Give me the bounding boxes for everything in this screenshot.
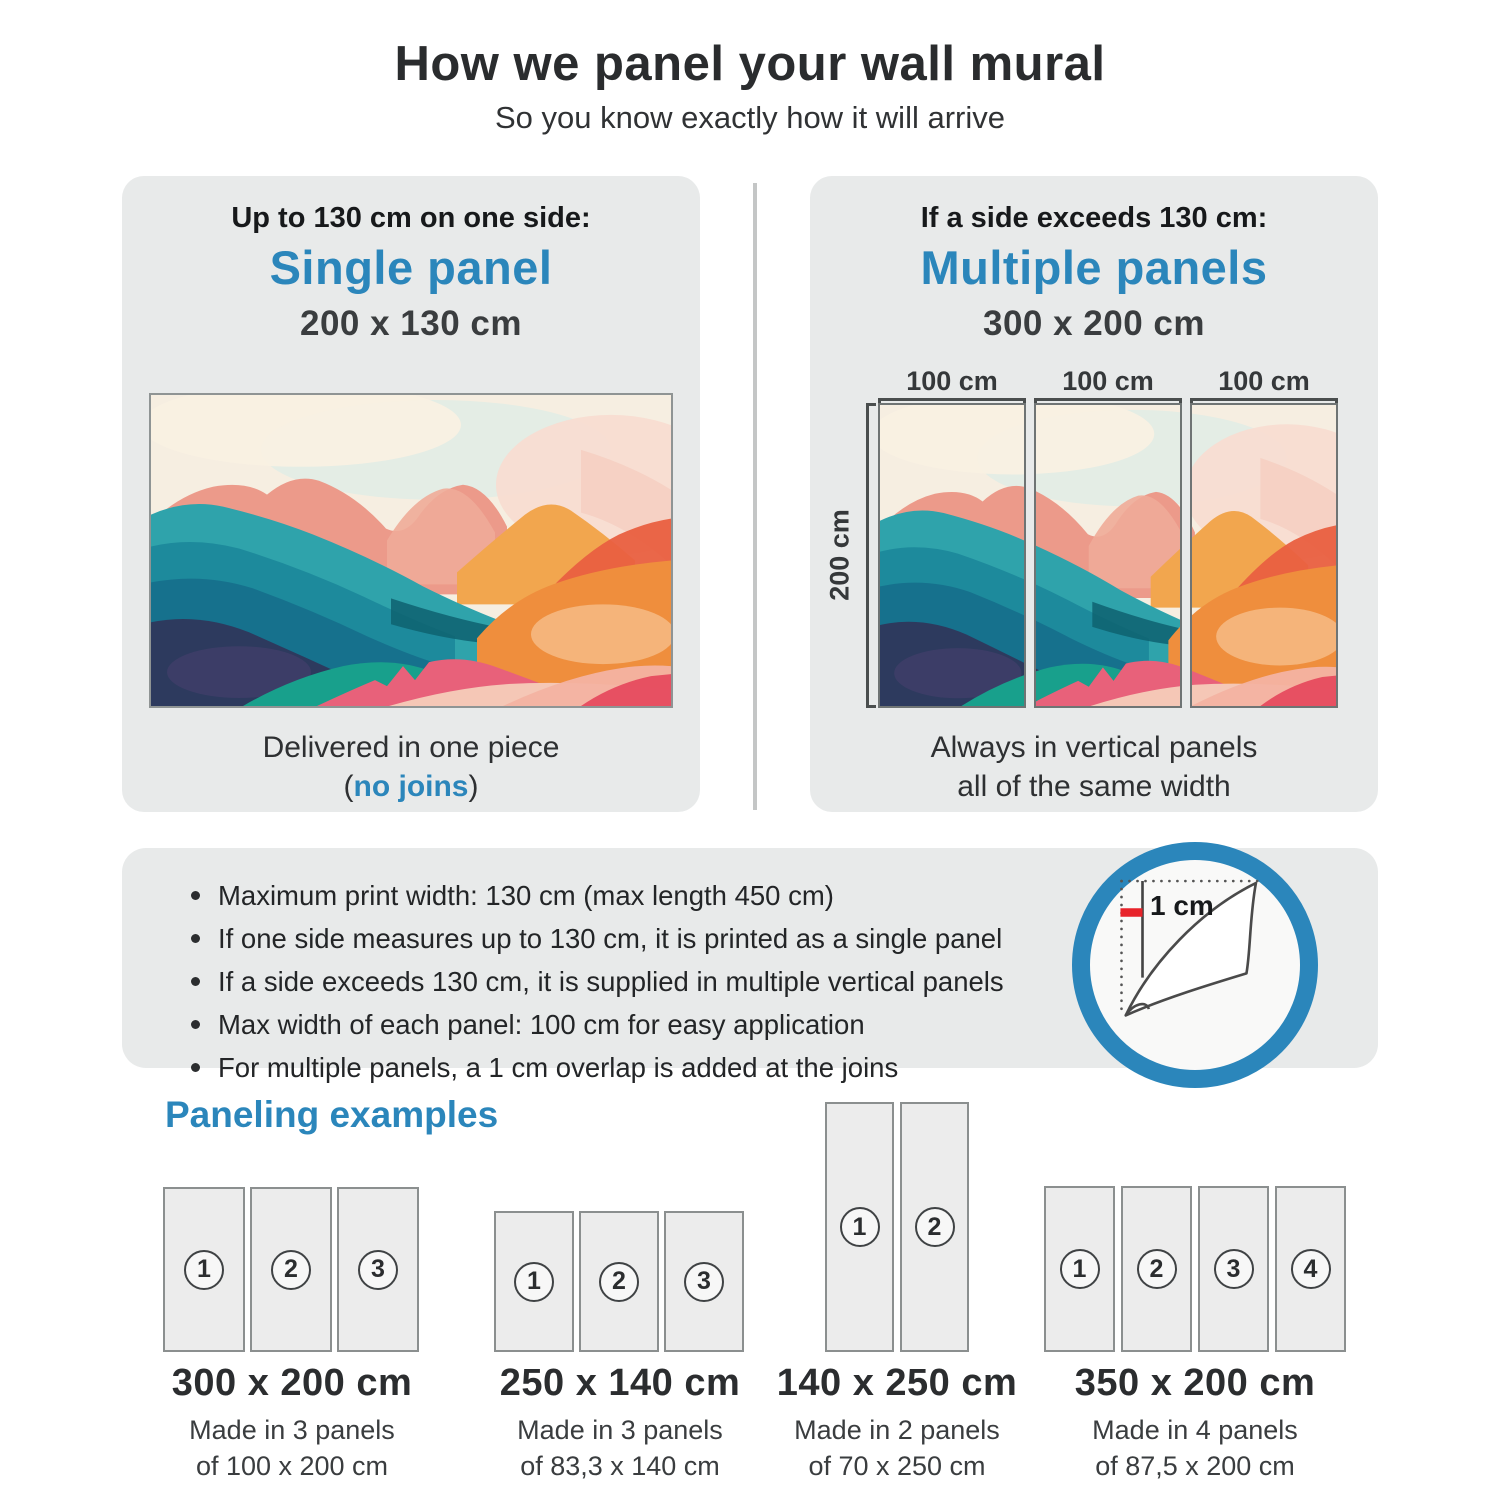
mural-panel-slice (1034, 403, 1182, 708)
panel-number-badge: 3 (1214, 1249, 1254, 1289)
example-panel (825, 1102, 894, 1352)
multiple-panels-card (810, 176, 1378, 812)
single-size: 200 x 130 cm (299, 304, 522, 343)
example-size: 350 x 200 cm (1074, 1362, 1316, 1404)
list-item: For multiple panels, a 1 cm overlap is added at the joins (188, 1046, 1378, 1089)
no-joins-highlight: no joins (353, 770, 469, 803)
example-size: 140 x 250 cm (776, 1362, 1018, 1404)
multiple-condition: If a side exceeds 130 cm: (920, 202, 1268, 234)
single-caption (122, 728, 700, 806)
card-divider (753, 183, 757, 810)
example-panel (163, 1187, 245, 1352)
example-made: Made in 3 panels (517, 1415, 723, 1445)
list-item: Maximum print width: 130 cm (max length 450 cm) (188, 874, 1378, 917)
example-panel (337, 1187, 419, 1352)
list-item: Max width of each panel: 100 cm for easy application (188, 1003, 1378, 1046)
panel-number-badge: 2 (915, 1207, 955, 1247)
example-panel (1275, 1186, 1346, 1352)
panel-number-badge: 1 (840, 1207, 880, 1247)
width-dimension-label: 100 cm (1062, 366, 1154, 396)
page-subtitle: So you know exactly how it will arrive (495, 100, 1005, 135)
example-panel (250, 1187, 332, 1352)
example-label (727, 1362, 1067, 1484)
example-panels-group (494, 1211, 744, 1352)
example-panel (494, 1211, 574, 1352)
single-condition: Up to 130 cm on one side: (231, 202, 591, 234)
page-title: How we panel your wall mural (394, 37, 1106, 91)
width-dimension-label: 100 cm (906, 366, 998, 396)
multiple-caption-line1: Always in vertical panels (930, 731, 1258, 764)
height-bracket (866, 403, 876, 708)
single-caption-line1: Delivered in one piece (262, 731, 560, 764)
example-panel (1121, 1186, 1192, 1352)
example-panels-group (825, 1102, 969, 1352)
mural-panel-slice (1190, 403, 1338, 708)
example-of: of 100 x 200 cm (195, 1451, 389, 1481)
example-label (1025, 1362, 1365, 1484)
panel-number-badge: 4 (1291, 1249, 1331, 1289)
page-curl-icon (1072, 842, 1318, 1088)
multiple-caption (810, 728, 1378, 806)
example-panel (579, 1211, 659, 1352)
panel-number-badge: 2 (599, 1262, 639, 1302)
panel-number-badge: 3 (684, 1262, 724, 1302)
example-label (122, 1362, 462, 1484)
multiple-caption-line2: all of the same width (957, 770, 1231, 803)
multiple-panel-type: Multiple panels (920, 241, 1268, 294)
overlap-size-label: 1 cm (1150, 890, 1214, 921)
panel-number-badge: 3 (358, 1250, 398, 1290)
width-dimension (1034, 366, 1182, 408)
example-made: Made in 3 panels (189, 1415, 395, 1445)
mural-image-single (149, 393, 673, 708)
example-size: 300 x 200 cm (171, 1362, 413, 1404)
example-panels-group (163, 1187, 419, 1352)
panel-number-badge: 1 (184, 1250, 224, 1290)
single-panel-card (122, 176, 700, 812)
panel-number-badge: 2 (1137, 1249, 1177, 1289)
example-panel (664, 1211, 744, 1352)
example-of: of 87,5 x 200 cm (1095, 1451, 1295, 1481)
examples-heading: Paneling examples (165, 1094, 499, 1135)
panel-number-badge: 2 (271, 1250, 311, 1290)
example-of: of 70 x 250 cm (808, 1451, 986, 1481)
mural-image-multiple (878, 403, 1338, 708)
example-panels-group (1044, 1186, 1346, 1352)
list-item: If a side exceeds 130 cm, it is supplied in multiple vertical panels (188, 960, 1378, 1003)
width-dimensions-row (878, 366, 1338, 408)
example-panel (1198, 1186, 1269, 1352)
list-item: If one side measures up to 130 cm, it is printed as a single panel (188, 917, 1378, 960)
mural-panel-slice (878, 403, 1026, 708)
single-panel-type: Single panel (269, 241, 553, 294)
width-dimension-label: 100 cm (1218, 366, 1310, 396)
paren-open: ( (343, 770, 354, 803)
example-panel (900, 1102, 969, 1352)
multiple-size: 300 x 200 cm (982, 304, 1205, 343)
example-of: of 83,3 x 140 cm (520, 1451, 720, 1481)
panel-number-badge: 1 (1060, 1249, 1100, 1289)
height-dimension-label: 200 cm (824, 509, 855, 601)
example-made: Made in 2 panels (794, 1415, 1000, 1445)
example-panel (1044, 1186, 1115, 1352)
paren-close: ) (468, 770, 479, 803)
width-dimension (1190, 366, 1338, 408)
panel-number-badge: 1 (514, 1262, 554, 1302)
width-dimension (878, 366, 1026, 408)
example-made: Made in 4 panels (1092, 1415, 1298, 1445)
example-size: 250 x 140 cm (499, 1362, 741, 1404)
